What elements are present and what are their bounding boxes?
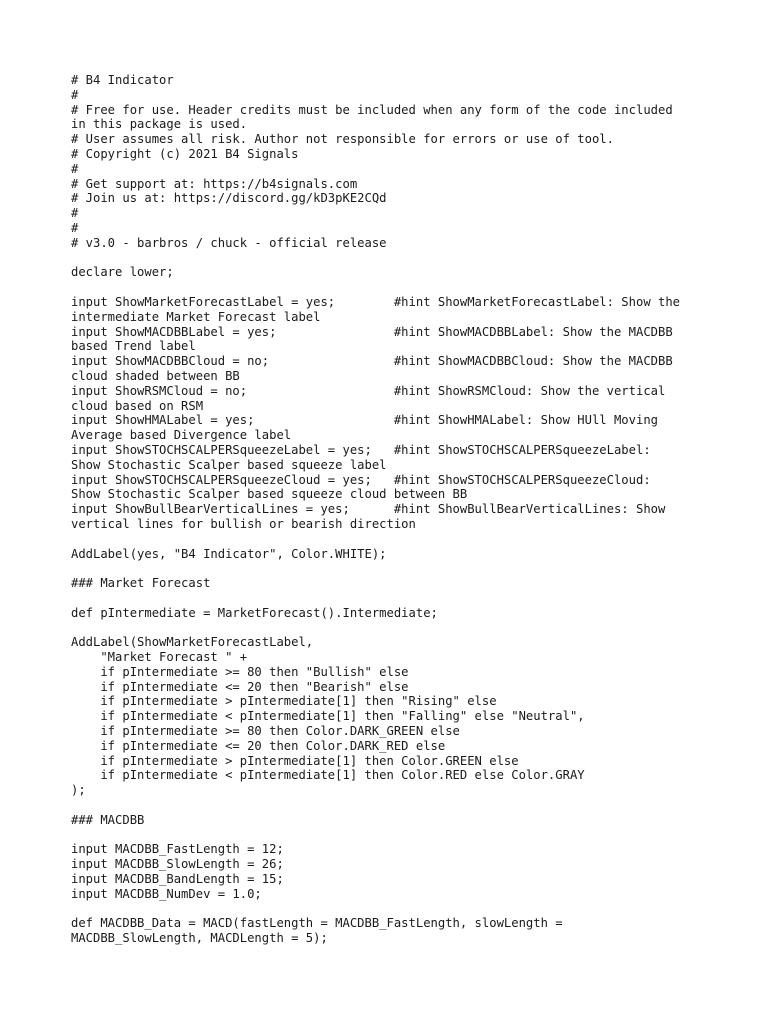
code-line: Show Stochastic Scalper based squeeze label bbox=[71, 457, 387, 472]
code-line: if pIntermediate >= 80 then "Bullish" else bbox=[71, 664, 409, 679]
code-line: in this package is used. bbox=[71, 117, 248, 132]
code-line: # v3.0 - barbros / chuck - official release bbox=[71, 235, 387, 250]
code-line: cloud shaded between BB bbox=[71, 368, 240, 383]
code-line: if pIntermediate >= 80 then Color.DARK_GREEN else bbox=[71, 724, 460, 739]
code-line bbox=[71, 532, 711, 547]
code-line: input MACDBB_BandLength = 15; bbox=[71, 872, 284, 887]
code-line: input ShowBullBearVerticalLines = yes; #hint ShowBullBearVerticalLines: Show bbox=[71, 502, 666, 517]
code-line: AddLabel(yes, "B4 Indicator", Color.WHITE); bbox=[71, 546, 387, 561]
code-line: input MACDBB_SlowLength = 26; bbox=[71, 857, 284, 872]
code-line: input ShowMACDBBLabel = yes; #hint ShowMACDBBLabel: Show the MACDBB bbox=[71, 324, 673, 339]
code-line: def MACDBB_Data = MACD(fastLength = MACDBB_FastLength, slowLength = bbox=[71, 916, 563, 931]
code-line: cloud based on RSM bbox=[71, 398, 204, 413]
code-line: if pIntermediate > pIntermediate[1] then "Rising" else bbox=[71, 694, 497, 709]
code-line: input ShowRSMCloud = no; #hint ShowRSMCloud: Show the vertical bbox=[71, 383, 666, 398]
code-line: # Get support at: https://b4signals.com bbox=[71, 176, 358, 191]
code-line bbox=[71, 620, 711, 635]
code-line: input ShowHMALabel = yes; #hint ShowHMALabel: Show HUll Moving bbox=[71, 413, 658, 428]
code-line: "Market Forecast " + bbox=[71, 650, 248, 665]
code-line: if pIntermediate > pIntermediate[1] then Color.GREEN else bbox=[71, 753, 519, 768]
code-line: # Copyright (c) 2021 B4 Signals bbox=[71, 146, 299, 161]
code-line: if pIntermediate <= 20 then Color.DARK_RED else bbox=[71, 738, 446, 753]
code-line: # bbox=[71, 206, 79, 221]
code-line bbox=[71, 902, 711, 917]
code-line: if pIntermediate < pIntermediate[1] then "Falling" else "Neutral", bbox=[71, 709, 585, 724]
code-line: intermediate Market Forecast label bbox=[71, 309, 321, 324]
code-line: input ShowMarketForecastLabel = yes; #hint ShowMarketForecastLabel: Show the bbox=[71, 294, 681, 309]
code-line: AddLabel(ShowMarketForecastLabel, bbox=[71, 635, 314, 650]
code-line: input MACDBB_NumDev = 1.0; bbox=[71, 886, 262, 901]
code-line bbox=[71, 591, 711, 606]
code-line: def pIntermediate = MarketForecast().Intermediate; bbox=[71, 605, 438, 620]
code-line: # B4 Indicator bbox=[71, 73, 174, 87]
code-line: MACDBB_SlowLength, MACDLength = 5); bbox=[71, 931, 328, 946]
code-line: ); bbox=[71, 783, 86, 798]
code-line: vertical lines for bullish or bearish direction bbox=[71, 516, 416, 531]
code-line: input ShowSTOCHSCALPERSqueezeCloud = yes; #hint ShowSTOCHSCALPERSqueezeCloud: bbox=[71, 472, 651, 487]
code-line: if pIntermediate <= 20 then "Bearish" else bbox=[71, 679, 409, 694]
code-line: declare lower; bbox=[71, 265, 174, 280]
code-line: Show Stochastic Scalper based squeeze cloud between BB bbox=[71, 487, 468, 502]
code-line: input MACDBB_FastLength = 12; bbox=[71, 842, 284, 857]
code-line: if pIntermediate < pIntermediate[1] then Color.RED else Color.GRAY bbox=[71, 768, 585, 783]
code-line: # Join us at: https://discord.gg/kD3pKE2CQd bbox=[71, 191, 387, 206]
code-line bbox=[71, 251, 711, 266]
code-line: input ShowMACDBBCloud = no; #hint ShowMACDBBCloud: Show the MACDBB bbox=[71, 354, 673, 369]
code-line: # bbox=[71, 220, 79, 235]
code-line bbox=[71, 828, 711, 843]
code-line: Average based Divergence label bbox=[71, 428, 292, 443]
code-line: # Free for use. Header credits must be included when any form of the code included bbox=[71, 102, 673, 117]
code-line bbox=[71, 280, 711, 295]
code-line: ### MACDBB bbox=[71, 812, 145, 827]
code-line: # bbox=[71, 87, 79, 102]
code-line bbox=[71, 798, 711, 813]
code-line: input ShowSTOCHSCALPERSqueezeLabel = yes; #hint ShowSTOCHSCALPERSqueezeLabel: bbox=[71, 442, 651, 457]
code-listing bbox=[71, 73, 711, 946]
code-line: # bbox=[71, 161, 79, 176]
code-line: based Trend label bbox=[71, 339, 196, 354]
code-line: # User assumes all risk. Author not responsible for errors or use of tool. bbox=[71, 132, 614, 147]
code-line bbox=[71, 561, 711, 576]
code-line: ### Market Forecast bbox=[71, 576, 211, 591]
